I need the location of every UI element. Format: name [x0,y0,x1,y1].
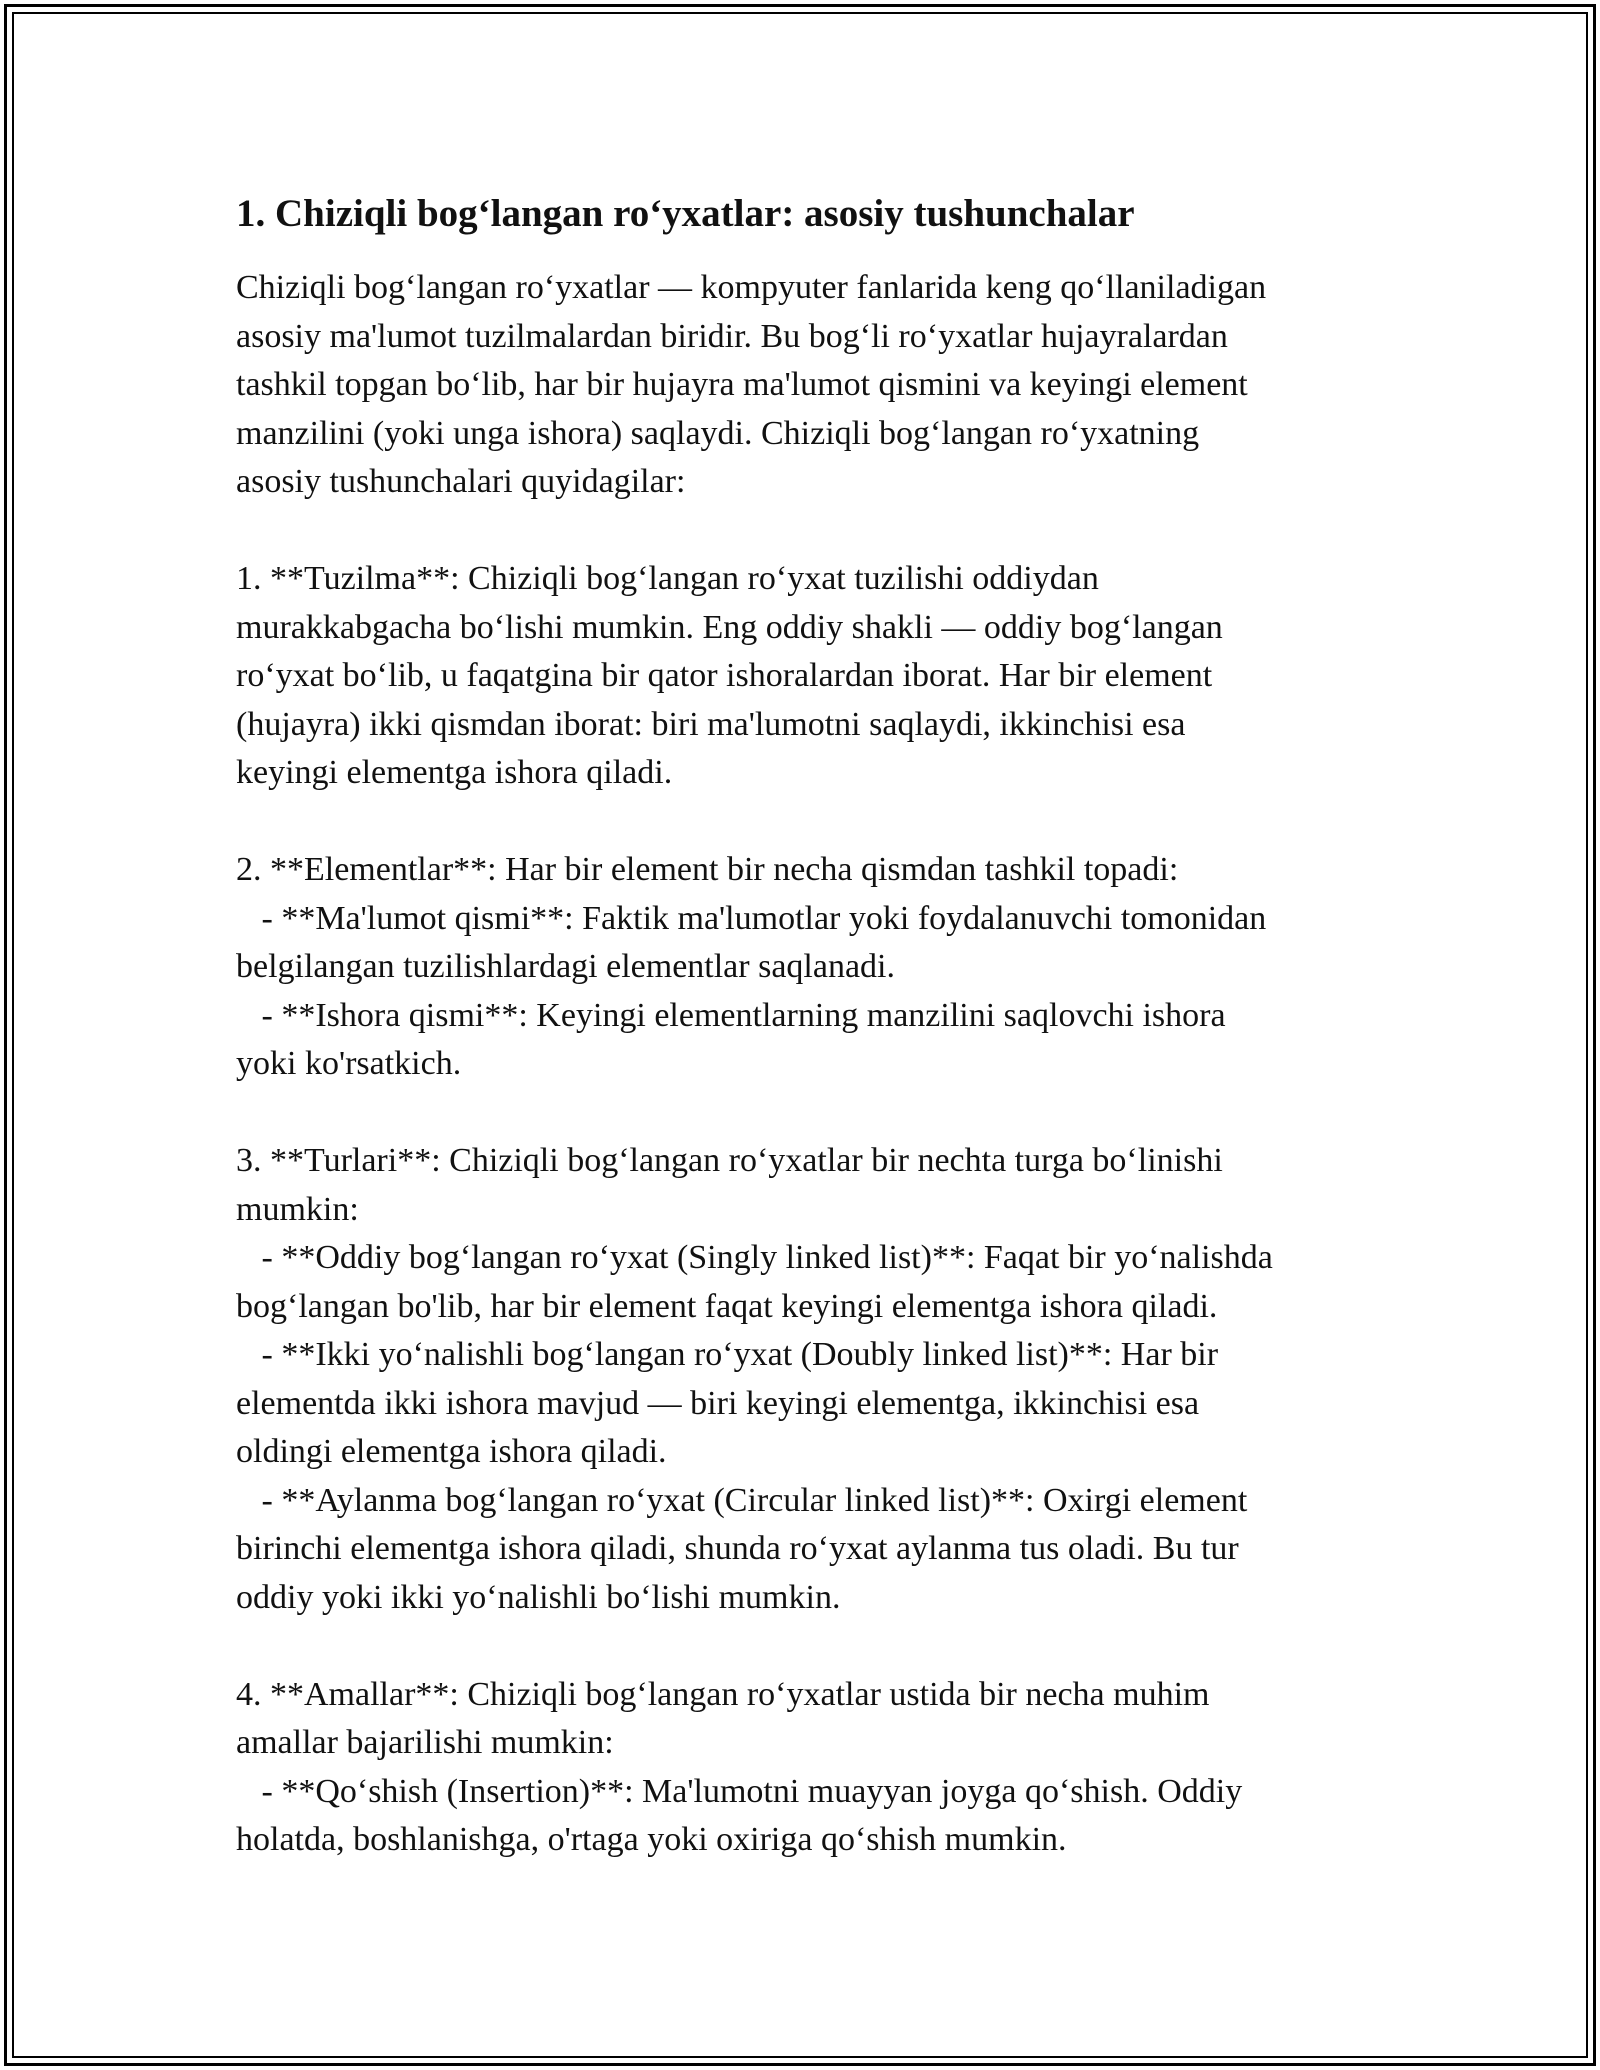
section-types [236,1137,1376,1622]
text-line: - **Qo‘shish (Insertion)**: Ma'lumotni muayyan joyga qo‘shish. Oddiy [236,1772,1243,1810]
text-line: 4. **Amallar**: Chiziqli bog‘langan ro‘yxatlar ustida bir necha muhim [236,1675,1210,1713]
text-line: holatda, boshlanishga, o'rtaga yoki oxiriga qo‘shish mumkin. [236,1821,1067,1858]
text-line: mumkin: [236,1190,359,1228]
text-line: belgilangan tuzilishlardagi elementlar saqlanadi. [236,948,895,985]
text-line: asosiy ma'lumot tuzilmalardan biridir. Bu bog‘li ro‘yxatlar hujayralardan [236,317,1228,355]
text-line: (hujayra) ikki qismdan iborat: biri ma'lumotni saqlaydi, ikkinchisi esa [236,705,1186,743]
text-line: - **Ma'lumot qismi**: Faktik ma'lumotlar yoki foydalanuvchi tomonidan [236,899,1267,937]
text-line: - **Aylanma bog‘langan ro‘yxat (Circular linked list)**: Oxirgi element [236,1481,1248,1519]
text-line: tashkil topgan bo‘lib, har bir hujayra ma'lumot qismini va keyingi element [236,366,1248,403]
paragraph-gap [236,798,1376,847]
text-line: murakkabgacha bo‘lishi mumkin. Eng oddiy shakli — oddiy bog‘langan [236,608,1223,646]
document-heading: 1. Chiziqli bog‘langan ro‘yxatlar: asosiy tushunchalar [236,192,1135,235]
text-line: - **Ikki yo‘nalishli bog‘langan ro‘yxat (Doubly linked list)**: Har bir [236,1336,1219,1373]
text-line: oddiy yoki ikki yo‘nalishli bo‘lishi mumkin. [236,1578,841,1616]
text-line: bog‘langan bo'lib, har bir element faqat keyingi elementga ishora qiladi. [236,1287,1218,1325]
text-line: amallar bajarilishi mumkin: [236,1724,614,1761]
paragraph-gap [236,507,1376,556]
paragraph-gap [236,1622,1376,1671]
text-line: Chiziqli bog‘langan ro‘yxatlar — kompyuter fanlarida keng qo‘llaniladigan [236,269,1267,306]
text-line: asosiy tushunchalari quyidagilar: [236,463,686,500]
text-line: elementda ikki ishora mavjud — biri keyingi elementga, ikkinchisi esa [236,1384,1200,1422]
document-body [236,184,1376,1865]
paragraph-gap [236,1089,1376,1138]
text-line: - **Oddiy bog‘langan ro‘yxat (Singly linked list)**: Faqat bir yo‘nalishda [236,1239,1273,1276]
text-line: ro‘yxat bo‘lib, u faqatgina bir qator ishoralardan iborat. Har bir element [236,657,1213,694]
text-line: keyingi elementga ishora qiladi. [236,754,673,791]
text-line: 1. **Tuzilma**: Chiziqli bog‘langan ro‘yxat tuzilishi oddiydan [236,560,1099,597]
text-line: 3. **Turlari**: Chiziqli bog‘langan ro‘yxatlar bir nechta turga bo‘linishi [236,1142,1223,1179]
text-line: - **Ishora qismi**: Keyingi elementlarning manzilini saqlovchi ishora [236,996,1226,1034]
text-line: oldingi elementga ishora qiladi. [236,1433,667,1470]
intro-paragraph [236,264,1376,507]
section-elements [236,846,1376,1089]
text-line: manzilini (yoki unga ishora) saqlaydi. Chiziqli bog‘langan ro‘yxatning [236,414,1200,452]
text-line: yoki ko'rsatkich. [236,1045,462,1082]
section-structure [236,555,1376,798]
text-line: birinchi elementga ishora qiladi, shunda ro‘yxat aylanma tus oladi. Bu tur [236,1530,1239,1567]
text-line: 2. **Elementlar**: Har bir element bir necha qismdan tashkil topadi: [236,851,1179,888]
section-operations [236,1671,1376,1865]
